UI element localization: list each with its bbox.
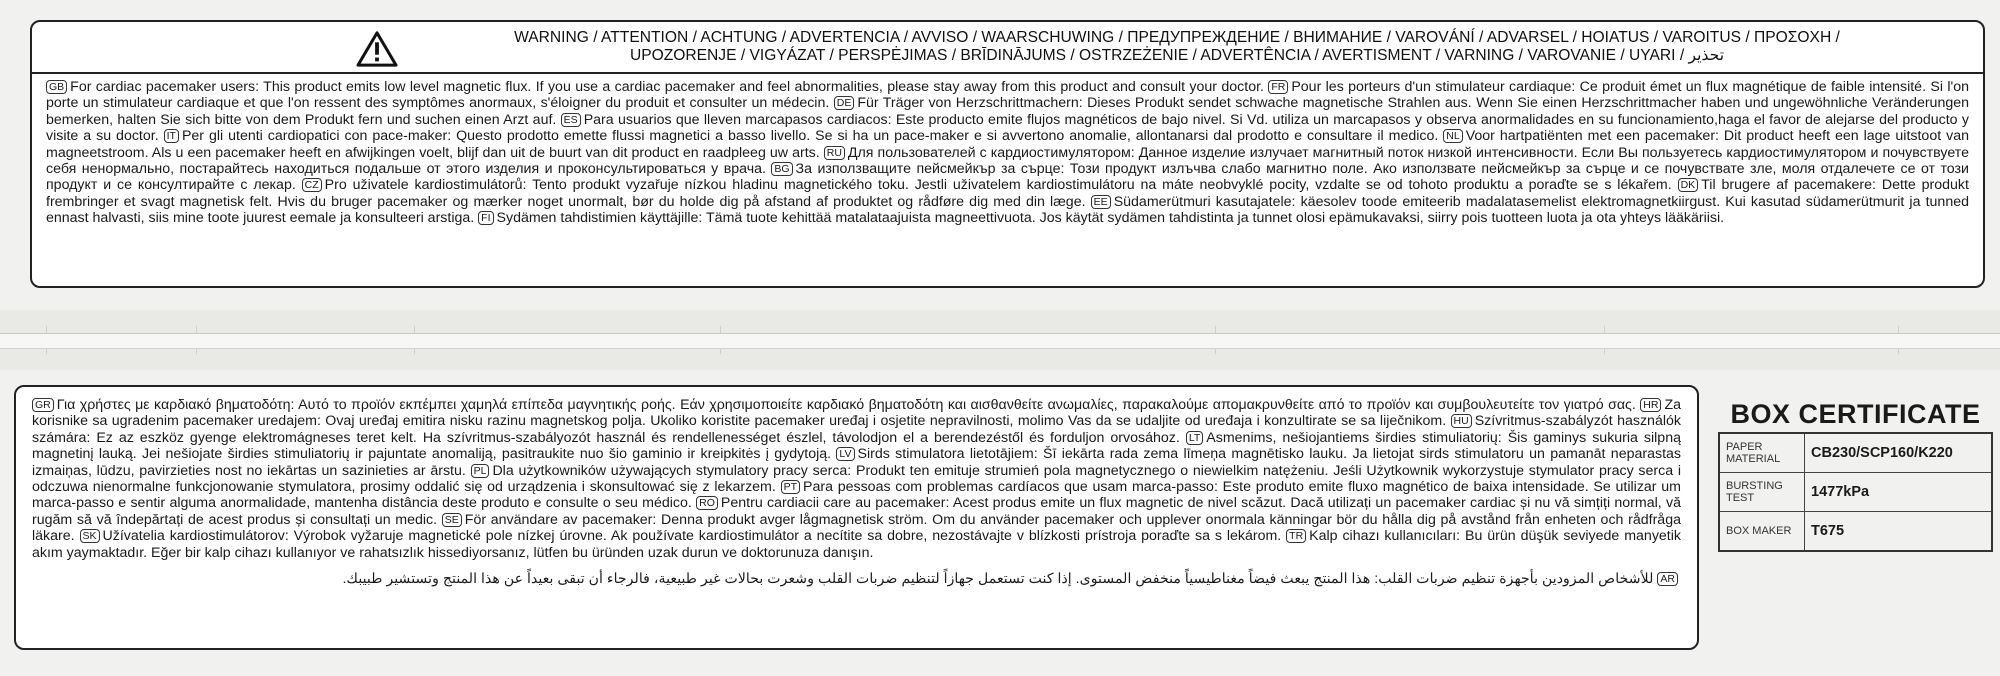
cert-label: BOX MAKER <box>1719 512 1805 552</box>
notice-text: Para pessoas com problemas cardíacos que usam marca-passo: Este produto emite fluxo magnético de baixa intensidade. Se utilizar um marca-passo e sentir alguma anormalidade, mantenha distância deste produto e consulte o seu médico. <box>32 479 1681 512</box>
cert-row-box-maker <box>1719 512 1992 552</box>
bottom-notices <box>16 387 1697 561</box>
country-code-badge: PT <box>781 480 800 494</box>
fold-line <box>0 333 2000 349</box>
cert-row-paper-material <box>1719 433 1992 473</box>
warning-heading <box>422 29 1932 65</box>
notice-text: Užívatelia kardiostimulátorov: Výrobok vyžaruje magnetické pole nízkej úrovne. Ak používate kardiostimulátor a necítite sa dobre, nezostávajte v blízkosti prístroja poraďte sa s lekárom. <box>102 528 1282 545</box>
notice-text: Sirds stimulatora lietotājiem: Šī iekārta rada zema līmeņa magnētisko lauku. Ja lietojat sirds stimulatoru un pamanāt neparastas izmaiņas, lūdzu, pavirzieties nost no iekārtas un sazinieties ar ārstu. <box>32 446 1681 479</box>
notice-text: Для пользователей с кардиостимулятором: Данное изделие излучает магнитный поток низкой интенсивности. Если Вы пользуетесь кардиостимулятором и почувствуете себя ненормально, постарайтесь находиться подальше от этого изделия и проконсультироваться у врача. <box>46 144 1969 178</box>
notice-text: For cardiac pacemaker users: This product emits low level magnetic flux. If you use a cardiac pacemaker and feel abnormalities, please stay away from this product and consult your doctor. <box>70 79 1264 95</box>
notice-it <box>164 128 1439 144</box>
country-code-badge: RU <box>824 146 845 160</box>
country-code-badge: IT <box>164 129 179 143</box>
country-code-badge: CZ <box>302 178 322 192</box>
notice-cz <box>302 177 1672 193</box>
warning-triangle-icon <box>354 30 400 68</box>
notice-text: Za korisnike sa ugradenim pacemaker uredajem: Ovaj uređaj emitira nisku razinu magnetskog polja. Ukoliko koristite pacemaker uređaj i osjetite nepravilnosti, molimo Vas da se udaljite od uređaja i konzultirate se sa liječnikom. <box>32 397 1681 430</box>
country-code-badge: HR <box>1640 398 1661 412</box>
cert-value: CB230/SCP160/K220 <box>1805 433 1993 473</box>
country-code-badge: BG <box>771 162 792 176</box>
cert-value: 1477kPa <box>1805 473 1993 512</box>
notice-text: Szívritmus-szabályzót használók számára: Ez az eszköz gyenge elektromágneses teret kelt. Ha szívritmus-szabályozót használ és rendellenességet észlel, távolodjon el a berendezéstől és forduljon orvosához. <box>32 413 1681 446</box>
cert-label: BURSTING TEST <box>1719 473 1805 512</box>
country-code-badge: LT <box>1186 431 1203 445</box>
notice-text: Sydämen tahdistimien käyttäjille: Tämä tuote kehittää matalataajuista magneettivuota. Jos käytät sydämen tahdistinta ja tunnet olosi epämukavaksi, siirry pois tuotteen luota ja ota yhteys lääkäriisi. <box>496 210 1725 227</box>
country-code-badge: PL <box>471 464 490 478</box>
notice-sk <box>80 528 1282 544</box>
notice-text: Asmenims, nešiojantiems širdies stimuliatorių: Šis gaminys sukuria silpną magnetinį lauką. Jei nešiojate širdies stimuliatorių ir pajuntate anomaliją, pasitraukite nuo šio gaminio ir kreipkitės į gydytoją. <box>32 429 1681 463</box>
country-code-badge: SE <box>442 513 462 527</box>
country-code-badge: DE <box>834 96 855 110</box>
box-certificate-table <box>1718 432 1993 552</box>
notice-text: Per gli utenti cardiopatici con pace-maker: Questo prodotto emette flussi magnetici a basso livello. Se si ha un pace-maker e si avvertono anomalie, allontanarsi dal prodotto e consultare il medico. <box>181 128 1439 145</box>
cert-value: T675 <box>1805 512 1993 552</box>
warning-heading-line-2: UPOZORENJE / VIGYÁZAT / PERSPĖJIMAS / BRĪDINĀJUMS / OSTRZEŻENIE / ADVERTÊNCIA / AVERTISMENT / VARNING / VAROVANIE / UYARI / تحذير <box>629 47 1725 64</box>
notice-text: Für Träger von Herzschrittmachern: Dieses Produkt sendet schwache magnetische Strahlen aus. Wenn Sie einen Herzschrittmacher haben und ungewöhnliche Veränderungen bemerken, halten Sie sich bitte von dem Produkt fern und suchen einen Arzt auf. <box>46 95 1970 128</box>
warning-header <box>32 22 1983 74</box>
country-code-badge: AR <box>1657 572 1678 586</box>
box-certificate-title: BOX CERTIFICATE <box>1730 399 1981 429</box>
notice-text: Südamerütmuri kasutajatele: käesolev toode emiteerib madalatasemelist elektromagnetkiirgust. Kui kasutad südamerütmurit ja tunned ennast halvasti, siis mine toote juurest eemale ja konsulteeri arstiga. <box>46 193 1969 227</box>
country-code-badge: RO <box>696 496 718 510</box>
country-code-badge: LV <box>836 447 854 461</box>
warning-heading-line-1: WARNING / ATTENTION / ACHTUNG / ADVERTENCIA / AVVISO / WAARSCHUWING / ПРЕДУПРЕЖДЕНИЕ / ВНИМАНИЕ / VAROVÁNÍ / ADVARSEL / HOIATUS / VAROITUS / ΠΡΟΣΟΧΗ / <box>514 29 1840 46</box>
notice-text: Dla użytkowników używających stymulatory pracy serca: Produkt ten emituje strumień pola magnetycznego o niewielkim natężeniu. Jeśli Użytkownik wykorzystuje stymulator pracy serca i odczuwa nienormalne funkcjonowanie stymulatora, prosimy oddalić się od urządzenia i skonsultować się z lekarzem. <box>32 462 1681 496</box>
notice-text: Para usuarios que lleven marcapasos cardiacos: Este producto emite flujos magnéticos de bajo nivel. Si Vd. utiliza un marcapasos y observa anormalidades en su funcionamiento,haga el favor de alejarse del producto y visite a su doctor. <box>46 111 1969 145</box>
cert-label: PAPER MATERIAL <box>1719 433 1805 473</box>
country-code-badge: TR <box>1286 529 1306 543</box>
notice-text: За използващите пейсмейкър за сърце: Този продукт излъчва слабо магнитно поле. Ако използвате пейсмейкър за сърце и се почувствате зле, моля отдалечете се от този продукт и се консултирайте с лекар. <box>46 161 1969 194</box>
country-code-badge: FI <box>478 211 493 225</box>
country-code-badge: GR <box>32 398 54 412</box>
country-code-badge: SK <box>80 529 100 543</box>
notice-text: Til brugere af pacemakere: Dette produkt frembringer et svagt magnetisk felt. Hvis du bruger pacemaker og mærker noget unormalt, bør du holde dig på afstand af produktet og rådføre dig med din læge. <box>46 177 1969 210</box>
notice-text: للأشخاص المزودين بأجهزة تنظيم ضربات القلب: هذا المنتج يبعث فيضاً مغناطيسياً منخفض المستوى. إذا كنت تستعمل جهازاً لتنظيم ضربات القلب وشعرت بحالات غير طبيعية، فالرجاء أن تبقى بعيداً عن هذا المنتج وتستشير طبيبك. <box>342 571 1654 588</box>
notice-ar <box>16 561 1697 587</box>
notice-text: Kalp cihazı kullanıcıları: Bu ürün düşük seviyede manyetik akım yaymaktadır. Eğer bir kalp cihazı kullanıyor ve rahatsızlık hissediyorsanız, lütfen bu üründen uzak durun ve doktorunuza danışın. <box>32 528 1681 561</box>
country-code-badge: FR <box>1268 80 1288 94</box>
top-notices <box>32 74 1983 227</box>
warning-panel-top <box>30 20 1985 288</box>
notice-text: Pentru cardiacii care au pacemaker: Acest produs emite un flux magnetic de nivel scăzut. Dacă utilizați un pacemaker cardiac și nu vă simțiți normal, vă rugăm să vă îndepărtați de acest produs și consultați un medic. <box>32 495 1681 528</box>
notice-text: Pour les porteurs d'un stimulateur cardiaque: Ce produit émet un flux magnétique de faible intensité. Si l'on porte un stimulateur cardiaque et que l'on ressent des symptômes anormaux, s'éloigner du produit et consulter un médecin. <box>46 79 1969 112</box>
notice-gb <box>46 79 1264 95</box>
notice-fi <box>478 210 1724 226</box>
notice-text: Για χρήστες με καρδιακό βηματοδότη: Αυτό το προϊόν εκπέμπει χαμηλά επίπεδα μαγνητικής ροής. Εάν χρησιμοποιείτε καρδιακό βηματοδότη και αισθανθείτε ανωμαλίες, παρακαλούμε απομακρυνθείτε από το προϊόν και συμβουλευτείτε τον γιατρό σας. <box>56 397 1636 413</box>
country-code-badge: EE <box>1091 195 1111 209</box>
country-code-badge: NL <box>1443 129 1462 143</box>
country-code-badge: HU <box>1451 414 1472 428</box>
warning-panel-bottom <box>14 385 1699 650</box>
country-code-badge: ES <box>561 113 581 127</box>
notice-gr <box>32 397 1636 413</box>
country-code-badge: GB <box>46 80 67 94</box>
notice-text: För användare av pacemaker: Denna produkt avger lågmagnetisk ström. Om du använder pacemaker och upplever onormala känningar bör du hålla dig på avstånd från enheten och rådfråga läkare. <box>32 511 1681 545</box>
notice-text: Voor hartpatiënten met een pacemaker: Dit product heeft een lage uitstoot van magneetstroom. Als u een pacemaker heeft en afwijkingen voelt, blijf dan uit de buurt van dit product en raadpleeg uw arts. <box>46 128 1969 161</box>
cert-row-bursting-test <box>1719 473 1992 512</box>
country-code-badge: DK <box>1678 178 1699 192</box>
notice-text: Pro uživatele kardiostimulátorů: Tento produkt vyzařuje nízkou hladinu magnetického toku. Jestli uživatelem kardiostimulátoru na máte neobvyklé pocity, vzdalte se od tohoto produktu a poraďte se s lékařem. <box>324 177 1672 194</box>
